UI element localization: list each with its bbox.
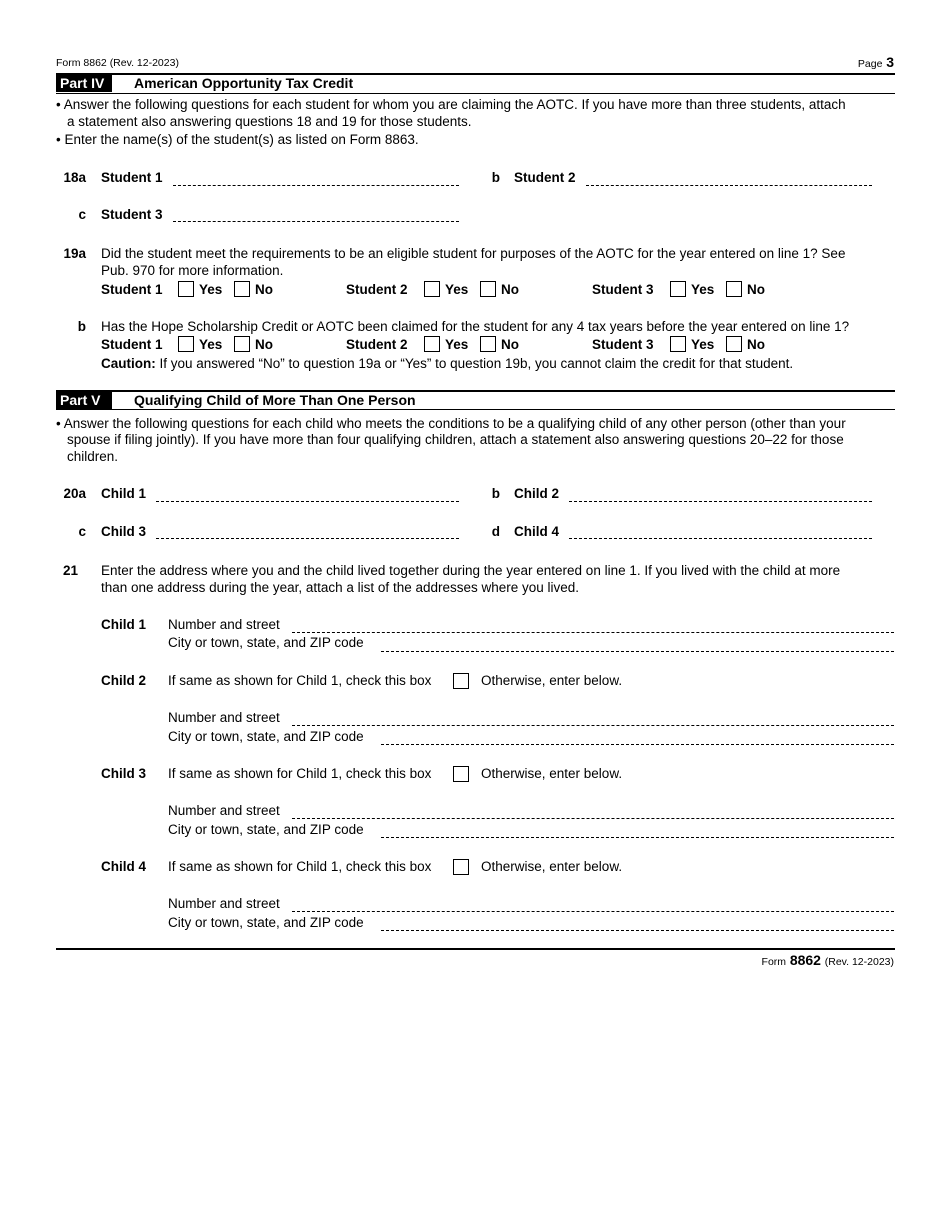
part5-bullet1-cont2: children. bbox=[67, 449, 119, 464]
q21-child1-city-label: City or town, state, and ZIP code bbox=[168, 635, 364, 650]
part4-bullet2: • Enter the name(s) of the student(s) as listed on Form 8863. bbox=[56, 132, 419, 147]
q19b-student2-label: Student 2 bbox=[346, 337, 408, 352]
q21-child1-street-input[interactable] bbox=[292, 632, 894, 633]
q21-number: 21 bbox=[62, 563, 78, 578]
part5-label: Part V bbox=[56, 391, 112, 409]
q21-text-cont: than one address during the year, attach a list of the addresses where you lived. bbox=[101, 580, 580, 595]
q21-child3-city-label: City or town, state, and ZIP code bbox=[168, 822, 364, 837]
child3-label: Child 3 bbox=[101, 524, 147, 539]
q21-child4-street-input[interactable] bbox=[292, 911, 894, 912]
q21-child4-otherwise: Otherwise, enter below. bbox=[481, 859, 623, 874]
q21-child3-same-checkbox[interactable] bbox=[453, 766, 469, 782]
student3-name-input[interactable] bbox=[173, 221, 459, 222]
q21-child2-city-label: City or town, state, and ZIP code bbox=[168, 729, 364, 744]
q21-child1-label: Child 1 bbox=[101, 617, 147, 632]
q19a-student1-no-label: No bbox=[255, 282, 273, 297]
q19a-student2-yes-checkbox[interactable] bbox=[424, 281, 440, 297]
child2-label: Child 2 bbox=[514, 486, 560, 501]
q21-child3-same-label: If same as shown for Child 1, check this box bbox=[168, 766, 432, 781]
q19b-student2-no-label: No bbox=[501, 337, 519, 352]
part4-title: American Opportunity Tax Credit bbox=[134, 75, 354, 91]
q19b-number: b bbox=[77, 319, 86, 334]
q21-child3-otherwise: Otherwise, enter below. bbox=[481, 766, 623, 781]
q20a-number: 20a bbox=[63, 486, 86, 501]
q19b-student2-no-checkbox[interactable] bbox=[480, 336, 496, 352]
q19a-student2-yes-label: Yes bbox=[445, 282, 469, 297]
q19a-student1-label: Student 1 bbox=[101, 282, 163, 297]
q21-child2-label: Child 2 bbox=[101, 673, 147, 688]
q19b-student2-yes-checkbox[interactable] bbox=[424, 336, 440, 352]
q21-child1-city-input[interactable] bbox=[381, 651, 894, 652]
footer-form-id bbox=[762, 952, 894, 968]
q19a-student1-yes-checkbox[interactable] bbox=[178, 281, 194, 297]
footer-form-number: 8862 bbox=[789, 952, 821, 968]
page-prefix: Page bbox=[857, 58, 883, 70]
caution-text: If you answered “No” to question 19a or “Yes” to question 19b, you cannot claim the credit for that student. bbox=[155, 356, 794, 371]
q19a-student3-label: Student 3 bbox=[592, 282, 654, 297]
q21-child3-street-label: Number and street bbox=[168, 803, 280, 818]
q21-child4-city-label: City or town, state, and ZIP code bbox=[168, 915, 364, 930]
part5-bullet1: • Answer the following questions for each child who meets the conditions to be a qualifying child of any other person (other than your bbox=[56, 416, 846, 431]
q21-child4-same-checkbox[interactable] bbox=[453, 859, 469, 875]
q21-child3-label: Child 3 bbox=[101, 766, 147, 781]
q19b-text: Has the Hope Scholarship Credit or AOTC been claimed for the student for any 4 tax years before the year entered on line 1? bbox=[101, 319, 850, 334]
q19b-student3-no-label: No bbox=[747, 337, 765, 352]
part5-bottom-rule bbox=[56, 409, 895, 410]
part4-bullet1: • Answer the following questions for each student for whom you are claiming the AOTC. If you have more than three students, attach bbox=[56, 97, 846, 112]
q19a-student1-yes-label: Yes bbox=[199, 282, 223, 297]
q19b-student1-label: Student 1 bbox=[101, 337, 163, 352]
q21-child2-otherwise: Otherwise, enter below. bbox=[481, 673, 623, 688]
q19a-student2-no-checkbox[interactable] bbox=[480, 281, 496, 297]
q19b-student3-yes-label: Yes bbox=[691, 337, 715, 352]
child4-name-input[interactable] bbox=[569, 538, 872, 539]
q19a-number: 19a bbox=[63, 246, 86, 261]
q19a-student2-label: Student 2 bbox=[346, 282, 408, 297]
q19a-student3-yes-label: Yes bbox=[691, 282, 715, 297]
q19a-text-cont: Pub. 970 for more information. bbox=[101, 263, 284, 278]
student1-name-input[interactable] bbox=[173, 185, 459, 186]
q19a-student1-no-checkbox[interactable] bbox=[234, 281, 250, 297]
q19a-student3-no-checkbox[interactable] bbox=[726, 281, 742, 297]
q19b-student1-yes-label: Yes bbox=[199, 337, 223, 352]
q18b-number: b bbox=[491, 170, 500, 185]
q21-text: Enter the address where you and the child lived together during the year entered on line 1. If you lived with the child at more bbox=[101, 563, 841, 578]
q21-child1-street-label: Number and street bbox=[168, 617, 280, 632]
q21-child4-city-input[interactable] bbox=[381, 930, 894, 931]
q19a-student3-no-label: No bbox=[747, 282, 765, 297]
part4-bullet1-cont: a statement also answering questions 18 and 19 for those students. bbox=[67, 114, 472, 129]
q19a-student2-no-label: No bbox=[501, 282, 519, 297]
student2-name-input[interactable] bbox=[586, 185, 872, 186]
q21-child3-street-input[interactable] bbox=[292, 818, 894, 819]
child4-label: Child 4 bbox=[514, 524, 560, 539]
form-revision: Form 8862 (Rev. 12-2023) bbox=[56, 57, 179, 69]
page-indicator bbox=[858, 54, 894, 70]
q21-child4-label: Child 4 bbox=[101, 859, 147, 874]
q21-child2-same-label: If same as shown for Child 1, check this box bbox=[168, 673, 432, 688]
q19b-student3-label: Student 3 bbox=[592, 337, 654, 352]
part4-bottom-rule bbox=[56, 93, 895, 94]
child3-name-input[interactable] bbox=[156, 538, 459, 539]
q19b-student3-no-checkbox[interactable] bbox=[726, 336, 742, 352]
footer-form-prefix: Form bbox=[761, 956, 787, 968]
q20b-number: b bbox=[491, 486, 500, 501]
footer-rev: (Rev. 12-2023) bbox=[824, 956, 894, 968]
student2-label: Student 2 bbox=[514, 170, 576, 185]
part4-label: Part IV bbox=[56, 74, 112, 92]
q19b-student1-yes-checkbox[interactable] bbox=[178, 336, 194, 352]
q19b-student1-no-checkbox[interactable] bbox=[234, 336, 250, 352]
child2-name-input[interactable] bbox=[569, 501, 872, 502]
footer-rule bbox=[56, 948, 895, 950]
q19b-student1-no-label: No bbox=[255, 337, 273, 352]
q21-child3-city-input[interactable] bbox=[381, 837, 894, 838]
q19b-student2-yes-label: Yes bbox=[445, 337, 469, 352]
caution-note bbox=[101, 356, 793, 371]
page-number: 3 bbox=[886, 54, 894, 70]
q20c-number: c bbox=[78, 524, 86, 539]
student1-label: Student 1 bbox=[101, 170, 163, 185]
caution-label: Caution: bbox=[101, 356, 156, 371]
q18a-number: 18a bbox=[63, 170, 86, 185]
q19a-student3-yes-checkbox[interactable] bbox=[670, 281, 686, 297]
q21-child2-city-input[interactable] bbox=[381, 744, 894, 745]
q21-child2-street-input[interactable] bbox=[292, 725, 894, 726]
q21-child4-street-label: Number and street bbox=[168, 896, 280, 911]
child1-name-input[interactable] bbox=[156, 501, 459, 502]
q21-child2-same-checkbox[interactable] bbox=[453, 673, 469, 689]
q20d-number: d bbox=[491, 524, 500, 539]
part5-bullet1-cont: spouse if filing jointly). If you have more than four qualifying children, attach a statement also answering questions 20–22 for those bbox=[67, 432, 844, 447]
q21-child4-same-label: If same as shown for Child 1, check this box bbox=[168, 859, 432, 874]
part5-title: Qualifying Child of More Than One Person bbox=[134, 392, 416, 408]
q19a-text: Did the student meet the requirements to be an eligible student for purposes of the AOTC for the year entered on line 1? See bbox=[101, 246, 846, 261]
student3-label: Student 3 bbox=[101, 207, 163, 222]
child1-label: Child 1 bbox=[101, 486, 147, 501]
q21-child2-street-label: Number and street bbox=[168, 710, 280, 725]
q19b-student3-yes-checkbox[interactable] bbox=[670, 336, 686, 352]
q18c-number: c bbox=[78, 207, 86, 222]
